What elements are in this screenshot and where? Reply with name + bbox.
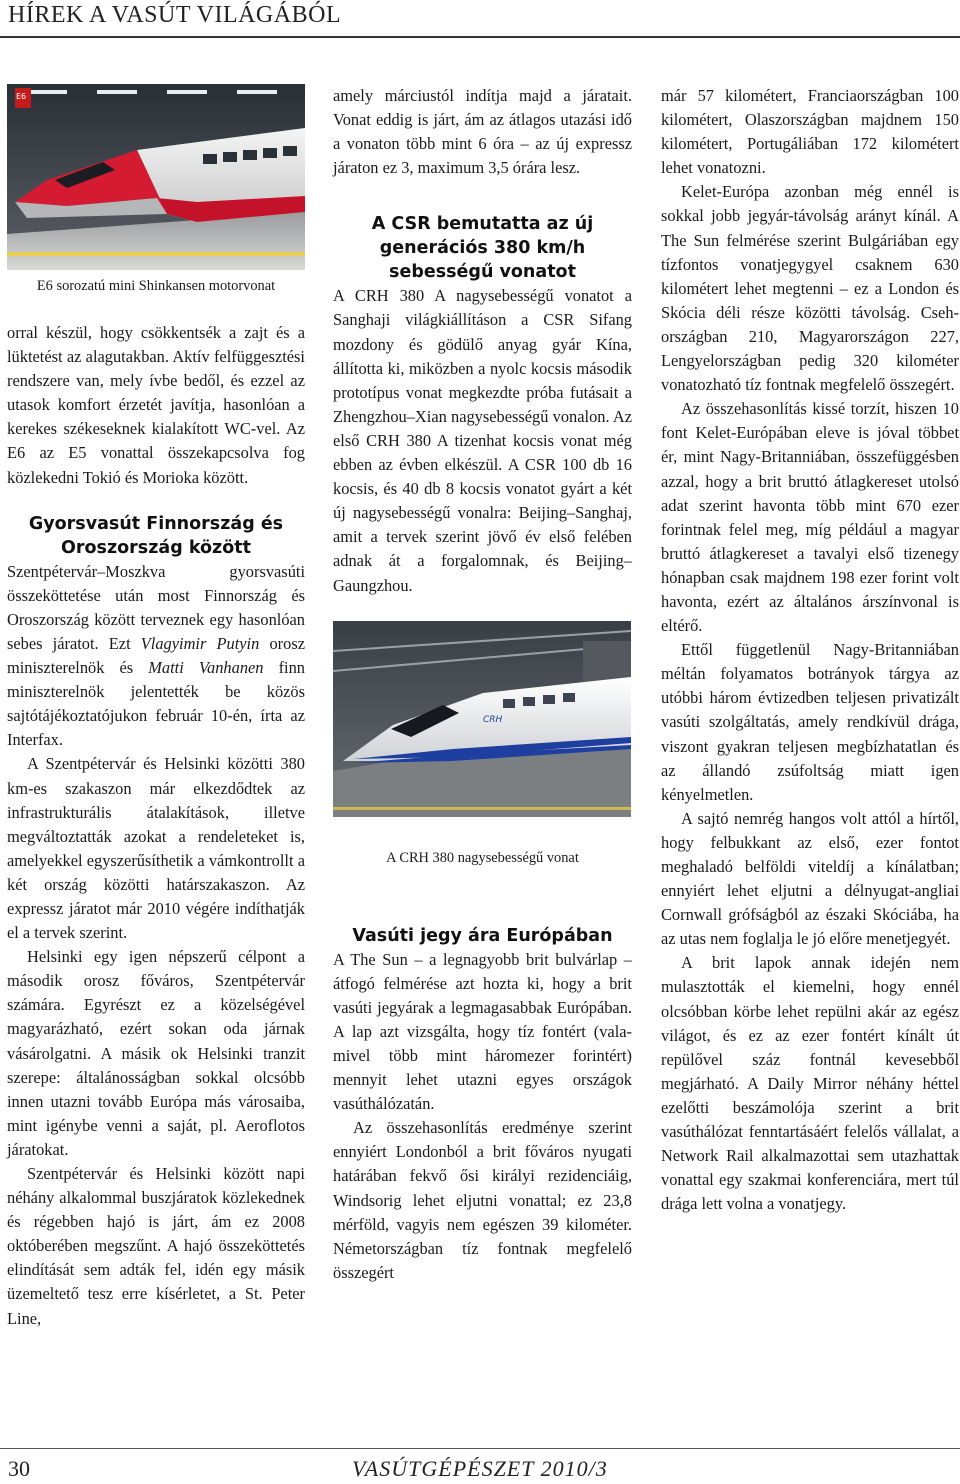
header-rule: [0, 36, 960, 38]
article4-paragraph: A sajtó nemrég hangos volt attól a hírtől, hogy felbukkant az első, ezer fontot meghaladó belföldi viteldíj a kínálatban; ennyiért lehet eljutni a délnyugat-angliai Cornwall grófságból az északi Skóciába, ha az utas nem foglalja le jó előre menetjegyét.: [661, 808, 959, 949]
article4-paragraph: Ettől függetlenül Nagy-Britanniában méltán folyamatos botrányok tárgya az utóbbi három évtizedben teljesen privatizált vasúti szolgáltatás, amely rendkívül drága, viszont gyakran teljesen megbízhatatlan és az állandó zsúfoltság miatt igen kényelmetlen.: [661, 640, 959, 804]
article4-heading: Vasúti jegy ára Európában: [352, 925, 613, 946]
article2-paragraph: Szentpétervár és Helsinki között napi néhány alkalommal buszjáratok közlekednek és régebben hajó is járt, ám ez 2008 októberében megszűnt. A hajó összeköttetés elindítását sem adták fel, idén egy másik üzemeltető tesz erre kísérletet, a St. Peter Line,: [7, 1164, 305, 1328]
putyin-name: Vlagyimir Putyin: [140, 633, 260, 653]
article4-paragraph: Kelet-Európa azonban még ennél is sokkal jobb jegyár-távolság arányt kínál. A The Sun felmérése szerint Bulgáriában egy tízfontos vonatjegygyel csaknem 630 kilométert lehet megtenni – ez a London és Skócia déli része közötti távolság. Csehországban 210, Magyarországon 227, Lengyelországban pedig 320 kilométer vonatozható tíz fontnak megfelelő összegért.: [661, 182, 959, 395]
article1-paragraph: orral készül, hogy csökkentsék a zajt és a lüktetést az alagutakban. Aktív felfüggesztési rendszere van, mely ívbe bedől, és ezzel az utasok komfort érzetét javítja, hasonlóan a kerekes székeseknek kialakított WC-vel. Az E6 az E5 vonattal összekapcsolva fog közlekedni Tokió és Morioka között.: [7, 323, 305, 487]
article4-paragraph: A The Sun – a legnagyobb brit bulvárlap – átfogó felmérése azt hozta ki, hogy a brit vasúti jegyárak a legmagasabbak Európában. A lap azt vizsgálta, hogy tíz fontért (valamivel több mint háromezer forintért) mennyit lehet utazni egyes országok vasúthálózatán.: [333, 949, 632, 1114]
article4-paragraph: Az összehasonlítás kissé torzít, hiszen 10 font Kelet-Európában eleve is jóval többet ér, mint Nagy-Britanniában, összefüggésben azzal, hogy a brit bruttó átlagkereset utolsó adat szerint havonta több mint 670 ezer forintnak felel meg, míg például a magyar bruttó átlagkereset a tavalyi első tizenegy hónapban csak majdnem 198 ezer forint volt havonta, ezért az általános árszínvonal is eltérő.: [661, 399, 959, 636]
article2-heading: Gyorsvasút Finnország és Oroszország között: [28, 513, 284, 558]
article2-text: Szentpétervár–Moszkva gyorsvasúti összeköttetése után most Finnország és Oroszország között terveznek egy hasonlóan sebes járatot. Ezt: [7, 561, 305, 653]
vanhanen-name: Matti Vanhanen: [148, 658, 264, 678]
article4-paragraph: Az összehasonlítás eredménye szerint ennyiért Londonból a brit főváros nyugati határában fekvő ősi királyi rezidenciáig, Windsorig lehet eljutni vonattal; ez 23,8 mérföld, vagyis nem egészen 39 kilométer. Németországban tíz fontnak megfelelő összegért: [333, 1118, 632, 1282]
train-mark-label: CRH: [483, 714, 503, 725]
crh380-illustration: [333, 621, 631, 817]
footer-rule: [0, 1448, 960, 1449]
crh380-photo: [333, 621, 631, 817]
article4-paragraph: A brit lapok annak idején nem mulasztották el kiemelni, hogy ennél olcsóbban körbe lehet repülni akár az egész világot, és ez az ezer fontért kínált út repülővel száz fontnál kevesebből megjárható. A Daily Mirror néhány héttel ezelőtti beszámolója szerint a brit vasúthálózat fenntartásáért felelős vállalat, a Network Rail alkalmazottai sem utazhattak vonattal egy szakmai konferenciára, mert túl drága lett volna a vonatjegy.: [661, 953, 959, 1214]
article2-paragraph: Helsinki egy igen népszerű célpont a második orosz főváros, Szentpétervár számára. Egyrészt ez a közelségével magyarázható, ezért sokan oda járnak vásárolgatni. A másik ok Helsinki tranzit szerepe: általánosságban sokkal olcsóbb innen utazni tovább Európa más városaiba, mint igénybe venni a saját, pl. Aeroflotos járatokat.: [7, 947, 305, 1159]
magazine-title: VASÚTGÉPÉSZET 2010/3: [352, 1456, 608, 1481]
shinkansen-caption: E6 sorozatú mini Shinkansen motorvonat: [36, 278, 276, 294]
page-header-title: HÍREK A VASÚT VILÁGÁBÓL: [8, 2, 342, 28]
article2-paragraph: [7, 560, 305, 753]
right-column: [661, 84, 959, 1216]
page-number: 30: [8, 1456, 30, 1481]
crh380-caption: A CRH 380 nagysebességű vonat: [386, 849, 579, 866]
left-column: [7, 84, 305, 1331]
article2-text: orosz miniszterelnök és: [7, 633, 305, 678]
shinkansen-illustration: [7, 84, 305, 270]
shinkansen-photo: [7, 84, 305, 270]
article2-text: finn miniszterelnök jelentették be közös sajtótájékoztatójukon február 10-én, írta az Interfax.: [7, 658, 305, 750]
article2-continuation: amely márciustól indítja majd a járatait. Vonat eddig is járt, ám az átlagos utazási idő a vonaton több mint 6 óra – az új expressz járaton ez 3, maximum 3,5 órára lesz.: [333, 86, 632, 178]
article2-paragraph: A Szentpétervár és Helsinki közötti 380 km-es szakaszon már elkezdődtek az infrastrukturális átalakítások, illetve megváltoztatták azokat a rendeleteket is, amelyekkel egyszerűsíthetik a vámkontrollt a két ország közötti határszakaszon. Az expressz járatot már 2010 végére indíthatják el a tervek szerint.: [7, 754, 305, 943]
article4-continuation: már 57 kilométert, Franciaországban 100 kilométert, Olaszországban majdnem 150 kilométert, Portugáliában 172 kilométert lehet vonatozni.: [661, 86, 959, 178]
middle-column: [333, 84, 632, 1285]
article3-paragraph: A CRH 380 A nagysebességű vonatot a Sanghaji világkiállításon a CSR Sifang mozdony és gödülő anyag gyár Kína, állította ki, miközben a nyolc kocsis második prototípus vonat megkezdte próba futásait a Zhengzhou–Xian nagysebességű vonalon. Az első CRH 380 A tizenhat kocsis vonat még ebben az évben elkészül. A CSR 100 db 16 kocsis, és 40 db 8 kocsis vonatot gyárt a két új nagysebességű vonalra: Beijing–Sanghaj, amit a tervek szerint jövő év első felében adnak át a forgalomnak, és Beijing–Gaungzhou.: [333, 286, 632, 595]
platform-sign-label: E6: [16, 92, 27, 101]
article3-heading: A CSR bemutatta az új generációs 380 km/h sebességű vonatot: [371, 214, 594, 283]
